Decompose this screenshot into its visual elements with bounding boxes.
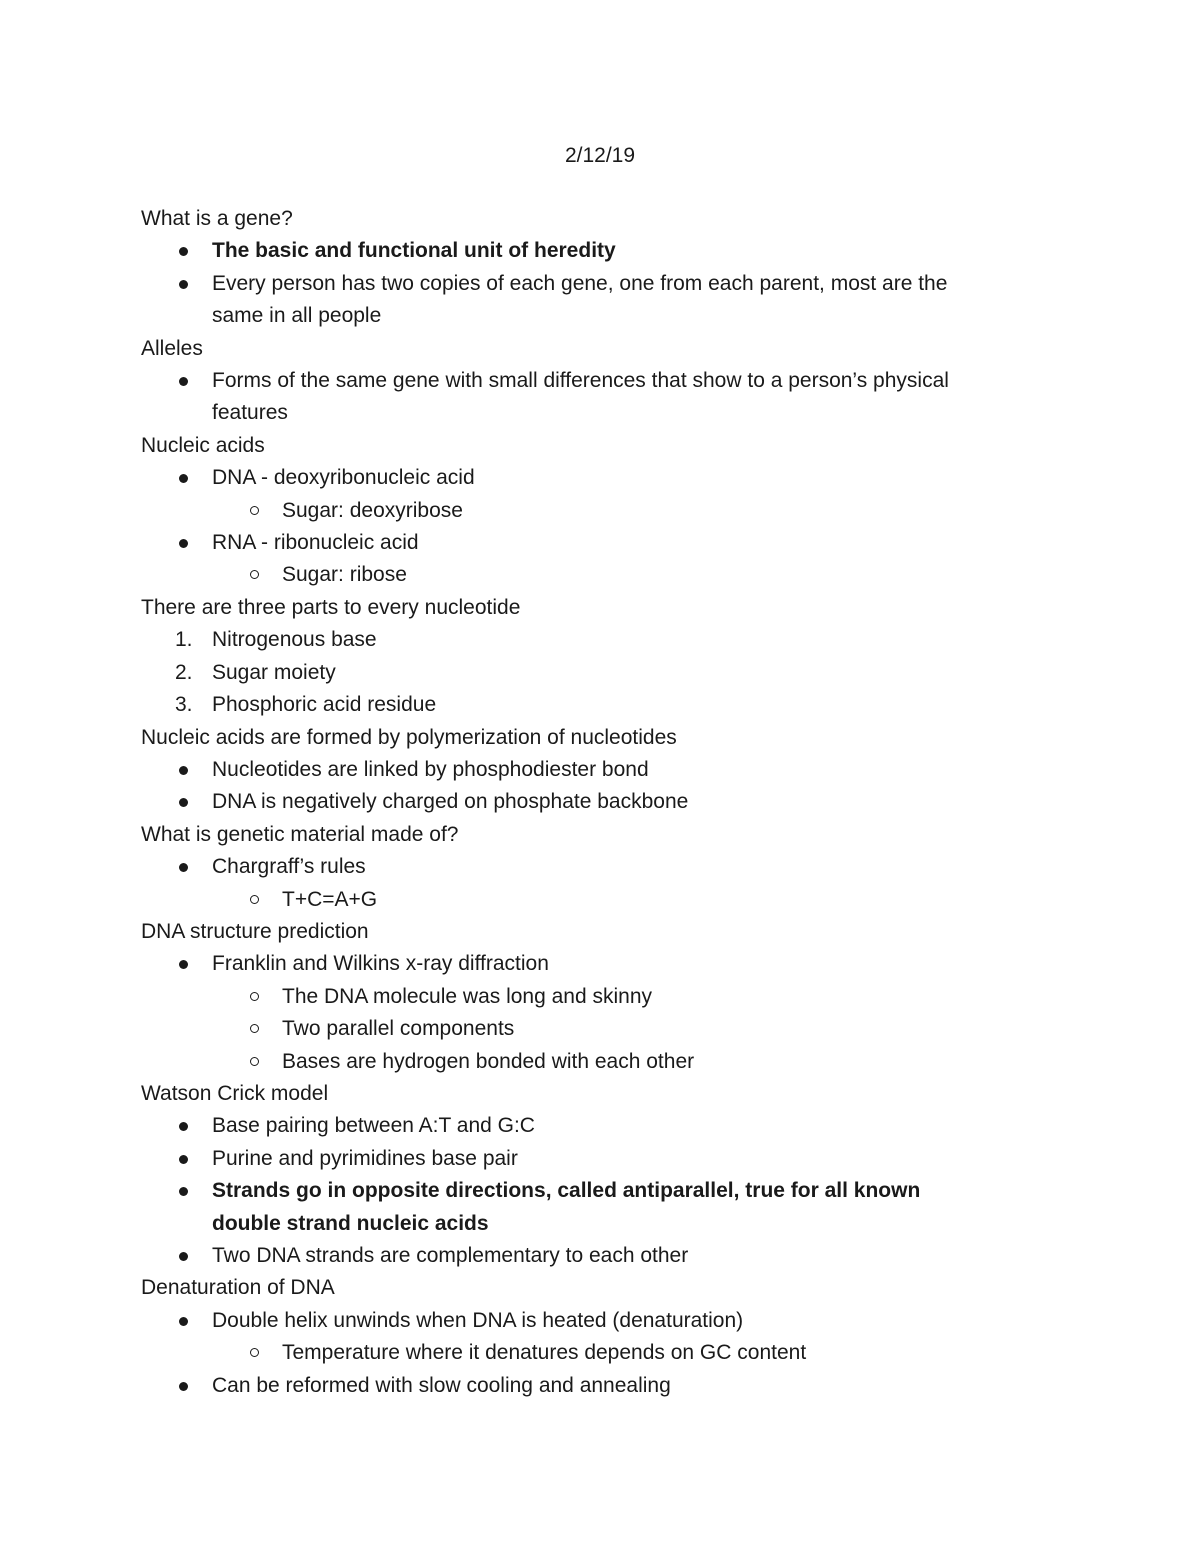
section-heading <box>141 1078 1061 1110</box>
line-text: Forms of the same gene with small differences that show to a person’s physical <box>212 369 949 393</box>
bullet-dot-icon <box>179 539 188 548</box>
section-heading <box>141 1272 1061 1304</box>
line-text: DNA is negatively charged on phosphate backbone <box>212 790 689 814</box>
line-text: Every person has two copies of each gene, one from each parent, most are the <box>212 271 948 295</box>
bullet-list-item <box>141 462 1061 494</box>
line-text: Denaturation of DNA <box>141 1276 335 1300</box>
bullet-list-item <box>141 365 1061 397</box>
bullet-circle-icon <box>250 992 259 1001</box>
bullet-list-item <box>141 1370 1061 1402</box>
sub-bullet-list-item <box>141 495 1061 527</box>
bullet-dot-icon <box>179 1252 188 1261</box>
bullet-circle-icon <box>250 570 259 579</box>
line-text: DNA structure prediction <box>141 919 369 943</box>
bullet-circle-icon <box>250 1024 259 1033</box>
bullet-dot-icon <box>179 1155 188 1164</box>
line-text: Chargraff’s rules <box>212 855 366 879</box>
sub-bullet-list-item <box>141 981 1061 1013</box>
section-heading <box>141 203 1061 235</box>
line-text: The DNA molecule was long and skinny <box>282 984 653 1008</box>
section-heading <box>141 916 1061 948</box>
sub-bullet-list-item <box>141 1013 1061 1045</box>
numbered-list-item <box>141 657 1061 689</box>
bullet-dot-icon <box>179 766 188 775</box>
list-item-continuation <box>141 300 1061 332</box>
section-heading <box>141 333 1061 365</box>
line-text: Phosphoric acid residue <box>212 693 437 717</box>
line-text: Sugar: deoxyribose <box>282 498 463 522</box>
bullet-circle-icon <box>250 1348 259 1357</box>
line-text: Alleles <box>141 336 203 360</box>
notes-content <box>141 203 1061 1402</box>
bullet-list-item <box>141 1143 1061 1175</box>
line-text: Bases are hydrogen bonded with each other <box>282 1049 695 1073</box>
list-number: 1. <box>175 628 193 652</box>
line-text: Nucleic acids are formed by polymerization of nucleotides <box>141 725 677 749</box>
line-text: What is genetic material made of? <box>141 822 459 846</box>
sub-bullet-list-item <box>141 559 1061 591</box>
bullet-dot-icon <box>179 1382 188 1391</box>
line-text: There are three parts to every nucleotide <box>141 595 521 619</box>
bullet-list-item <box>141 851 1061 883</box>
bullet-dot-icon <box>179 863 188 872</box>
line-text: Two parallel components <box>282 1017 515 1041</box>
line-text: Purine and pyrimidines base pair <box>212 1146 518 1170</box>
sub-bullet-list-item <box>141 1337 1061 1369</box>
line-text: Franklin and Wilkins x-ray diffraction <box>212 952 549 976</box>
bullet-dot-icon <box>179 960 188 969</box>
line-text: Nucleic acids <box>141 433 265 457</box>
bullet-dot-icon <box>179 377 188 386</box>
bullet-list-item <box>141 786 1061 818</box>
bullet-list-item <box>141 1110 1061 1142</box>
list-number: 3. <box>175 693 193 717</box>
line-text: Watson Crick model <box>141 1081 329 1105</box>
section-heading <box>141 430 1061 462</box>
bullet-dot-icon <box>179 280 188 289</box>
line-text: Sugar: ribose <box>282 563 407 587</box>
bullet-dot-icon <box>179 1317 188 1326</box>
line-text: What is a gene? <box>141 207 293 230</box>
bullet-list-item <box>141 235 1061 267</box>
bullet-dot-icon <box>179 1187 188 1196</box>
bullet-dot-icon <box>179 1122 188 1131</box>
line-text: The basic and functional unit of heredity <box>212 239 616 263</box>
line-text: double strand nucleic acids <box>212 1211 489 1235</box>
sub-bullet-list-item <box>141 1046 1061 1078</box>
line-text: Double helix unwinds when DNA is heated (denaturation) <box>212 1308 744 1332</box>
line-text: Sugar moiety <box>212 660 336 684</box>
bullet-circle-icon <box>250 1057 259 1066</box>
numbered-list-item <box>141 689 1061 721</box>
line-text: same in all people <box>212 304 382 328</box>
sub-bullet-list-item <box>141 884 1061 916</box>
bullet-list-item <box>141 1305 1061 1337</box>
line-text: Strands go in opposite directions, called antiparallel, true for all known <box>212 1179 921 1203</box>
bullet-dot-icon <box>179 474 188 483</box>
bullet-dot-icon <box>179 798 188 807</box>
line-text: features <box>212 401 288 425</box>
bullet-list-item <box>141 1240 1061 1272</box>
bullet-list-item <box>141 268 1061 300</box>
bullet-dot-icon <box>179 247 188 256</box>
numbered-list-item <box>141 624 1061 656</box>
bullet-list-item <box>141 948 1061 980</box>
bullet-list-item <box>141 754 1061 786</box>
list-number: 2. <box>175 660 193 684</box>
line-text: Two DNA strands are complementary to each other <box>212 1244 689 1267</box>
list-item-continuation <box>141 1208 1061 1240</box>
bullet-circle-icon <box>250 506 259 515</box>
bullet-list-item <box>141 527 1061 559</box>
line-text: DNA - deoxyribonucleic acid <box>212 466 475 490</box>
line-text: T+C=A+G <box>282 887 378 911</box>
line-text: RNA - ribonucleic acid <box>212 531 419 555</box>
bullet-circle-icon <box>250 895 259 904</box>
document-date: 2/12/19 <box>564 144 636 167</box>
bullet-list-item <box>141 1175 1061 1207</box>
list-item-continuation <box>141 397 1061 429</box>
section-heading <box>141 722 1061 754</box>
line-text: Nitrogenous base <box>212 628 377 652</box>
line-text: Can be reformed with slow cooling and annealing <box>212 1373 671 1397</box>
line-text: Base pairing between A:T and G:C <box>212 1114 535 1138</box>
section-heading <box>141 592 1061 624</box>
section-heading <box>141 819 1061 851</box>
line-text: Nucleotides are linked by phosphodiester bond <box>212 757 649 781</box>
line-text: Temperature where it denatures depends on GC content <box>282 1341 807 1365</box>
